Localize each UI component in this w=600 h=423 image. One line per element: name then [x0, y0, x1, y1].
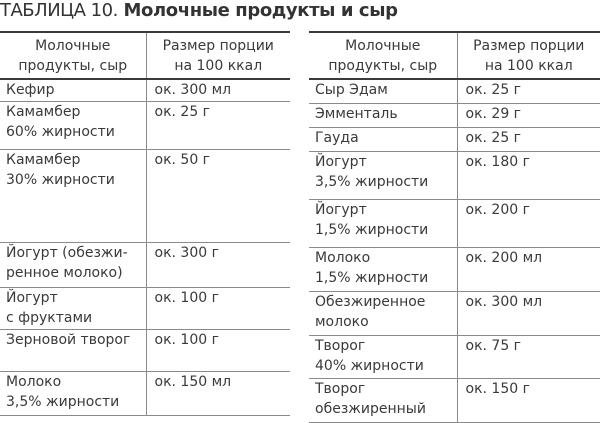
table-row [309, 335, 600, 378]
table-title [0, 0, 600, 28]
portion-cell: ок. 150 мл [146, 371, 290, 415]
table-row [0, 242, 290, 287]
header-row [309, 32, 600, 79]
portion-cell: ок. 25 г [146, 101, 290, 149]
table-row [0, 101, 290, 149]
table-row [0, 329, 290, 371]
table-row [0, 287, 290, 329]
product-cell: Творог обезжиренный [309, 378, 457, 422]
table-row [309, 151, 600, 199]
portion-cell: ок. 200 мл [457, 247, 600, 291]
portion-cell: ок. 29 г [457, 103, 600, 127]
portion-cell: ок. 150 г [457, 378, 600, 422]
table-row [309, 291, 600, 335]
portion-cell: ок. 75 г [457, 335, 600, 378]
right-table [309, 31, 600, 423]
header-product: Молочные продукты, сыр [0, 32, 146, 79]
table-row [309, 199, 600, 247]
product-cell: Обезжиренное молоко [309, 291, 457, 335]
table-row [309, 247, 600, 291]
product-cell: Кефир [0, 79, 146, 101]
header-row [0, 32, 290, 79]
portion-cell: ок. 300 г [146, 242, 290, 287]
product-cell: Камамбер 60% жирности [0, 101, 146, 149]
product-cell: Йогурт 1,5% жирности [309, 199, 457, 247]
portion-cell: ок. 100 г [146, 329, 290, 371]
product-cell: Молоко 3,5% жирности [0, 371, 146, 415]
header-product: Молочные продукты, сыр [309, 32, 457, 79]
table-row [0, 149, 290, 242]
header-portion: Размер порции на 100 ккал [457, 32, 600, 79]
table-row [309, 378, 600, 422]
portion-cell: ок. 200 г [457, 199, 600, 247]
product-cell: Эмменталь [309, 103, 457, 127]
portion-cell: ок. 25 г [457, 127, 600, 151]
product-cell: Молоко 1,5% жирности [309, 247, 457, 291]
table-row [309, 79, 600, 103]
table-number: ТАБЛИЦА 10. [0, 0, 118, 21]
table-row [0, 371, 290, 415]
product-cell: Зерновой творог [0, 329, 146, 371]
portion-cell: ок. 100 г [146, 287, 290, 329]
portion-cell: ок. 300 мл [457, 291, 600, 335]
product-cell: Творог 40% жирности [309, 335, 457, 378]
portion-cell: ок. 50 г [146, 149, 290, 242]
product-cell: Сыр Эдам [309, 79, 457, 103]
table-row [0, 79, 290, 101]
portion-cell: ок. 25 г [457, 79, 600, 103]
portion-cell: ок. 300 мл [146, 79, 290, 101]
table-row [309, 103, 600, 127]
product-cell: Гауда [309, 127, 457, 151]
product-cell: Камамбер 30% жирности [0, 149, 146, 242]
product-cell: Йогурт с фруктами [0, 287, 146, 329]
product-cell: Йогурт 3,5% жирности [309, 151, 457, 199]
header-portion: Размер порции на 100 ккал [146, 32, 290, 79]
product-cell: Йогурт (обезжи- ренное молоко) [0, 242, 146, 287]
portion-cell: ок. 180 г [457, 151, 600, 199]
table-row [309, 127, 600, 151]
table-name: Молочные продукты и сыр [123, 0, 398, 21]
left-table [0, 31, 290, 416]
